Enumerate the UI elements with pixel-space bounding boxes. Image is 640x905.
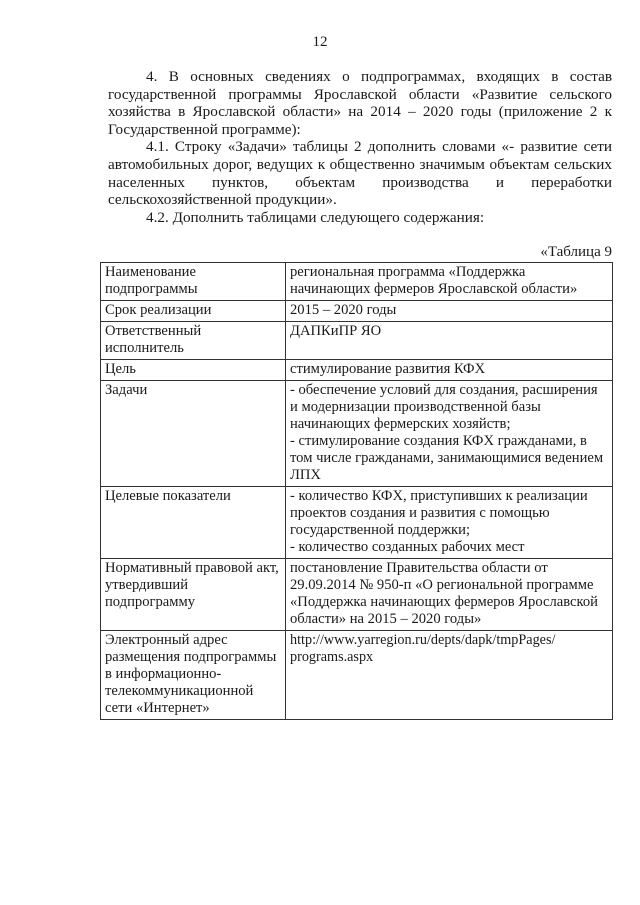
row-label: Срок реализации xyxy=(101,301,286,322)
subprogram-url-link[interactable]: http://www.yarregion.ru/depts/dapk/tmpPages/ programs.aspx xyxy=(290,632,556,665)
row-value-line: стимулирование развития КФХ xyxy=(290,361,486,377)
document-body xyxy=(108,68,612,226)
row-value-line: постановление Правительства области от 29.09.2014 № 950-п «О региональной программе «Поддержка начинающих фермеров Ярославской области» на 2015 – 2020 годы» xyxy=(290,560,598,627)
subprogram-passport-table xyxy=(100,262,613,720)
paragraph-4-1: 4.1. Строку «Задачи» таблицы 2 дополнить словами «- развитие сети автомобильных дорог, ведущих к общественно значимым объектам сельских населенных пунктов, объектам производства и переработки сельскохозяйственной продукции». xyxy=(108,138,612,209)
page-number: 12 xyxy=(312,34,328,50)
row-value xyxy=(286,487,613,559)
row-label: Наименование подпрограммы xyxy=(101,263,286,301)
row-value xyxy=(286,360,613,381)
row-value-line: - стимулирование создания КФХ гражданами, в том числе гражданами, занимающимися ведением ЛПХ xyxy=(290,433,604,483)
row-value-line: - количество КФХ, приступивших к реализации проектов создания и развития с помощью государственной поддержки; xyxy=(290,488,588,538)
row-label: Ответственный исполнитель xyxy=(101,322,286,360)
table-row xyxy=(101,487,613,559)
row-label: Цель xyxy=(101,360,286,381)
row-value xyxy=(286,301,613,322)
row-label: Задачи xyxy=(101,381,286,487)
paragraph-4-2: 4.2. Дополнить таблицами следующего содержания: xyxy=(146,208,485,226)
row-value-line: 2015 – 2020 годы xyxy=(290,302,397,318)
table-row xyxy=(101,381,613,487)
table-caption: «Таблица 9 xyxy=(540,244,612,260)
table-row xyxy=(101,559,613,631)
row-label: Электронный адрес размещения подпрограммы в информационно-телекоммуникационной сети «Интернет» xyxy=(101,631,286,720)
table-row xyxy=(101,631,613,720)
row-value-line: ДАПКиПР ЯО xyxy=(290,323,382,339)
row-value xyxy=(286,263,613,301)
row-value xyxy=(286,631,613,720)
table-row xyxy=(101,263,613,301)
row-label: Целевые показатели xyxy=(101,487,286,559)
row-value xyxy=(286,381,613,487)
row-value-line: региональная программа «Поддержка начинающих фермеров Ярославской области» xyxy=(290,264,578,297)
row-value xyxy=(286,559,613,631)
row-value-line: - количество созданных рабочих мест xyxy=(290,539,525,555)
table-row xyxy=(101,301,613,322)
row-label: Нормативный правовой акт, утвердивший подпрограмму xyxy=(101,559,286,631)
row-value xyxy=(286,322,613,360)
paragraph-4: 4. В основных сведениях о подпрограммах, входящих в состав государственной программы Ярославской области «Развитие сельского хозяйства в Ярославской области» на 2014 – 2020 годы (приложение 2 к Государственной программе): xyxy=(108,68,612,138)
table-row xyxy=(101,360,613,381)
row-value-line: - обеспечение условий для создания, расширения и модернизации производственной базы начинающих фермерских хозяйств; xyxy=(290,382,598,432)
table-row xyxy=(101,322,613,360)
